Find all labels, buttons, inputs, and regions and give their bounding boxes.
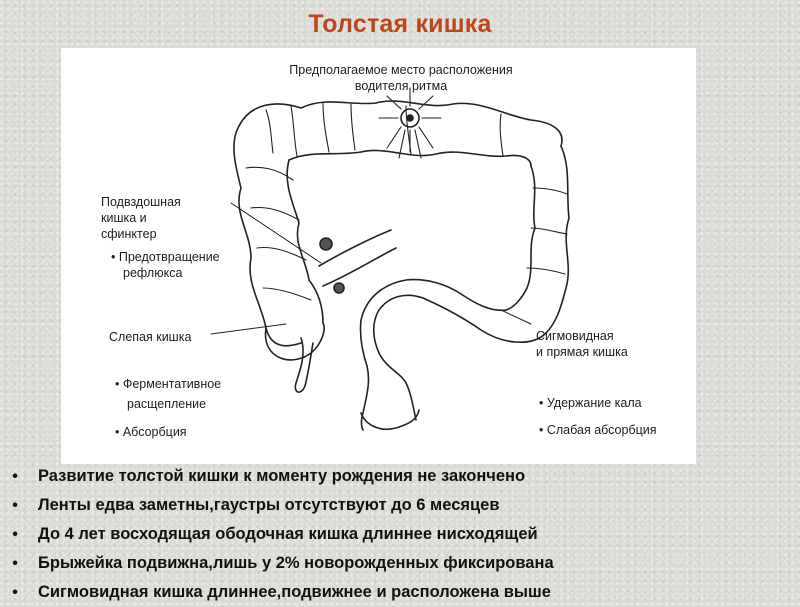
list-item [8,578,798,607]
facts-list [8,462,798,607]
sigmoid-label [536,328,628,360]
rectum [362,353,417,430]
cecum-bullet1-line2: расщепление [127,397,207,411]
ileum-label-line1: Подвздошная [101,195,181,209]
ileum-label-line3: сфинктер [101,227,157,241]
sigmoid-bullet1: • Удержание кала [539,396,642,410]
bullet-marker: • [12,526,18,543]
list-item-text: До 4 лет восходящая ободочная кишка длиннее нисходящей [38,525,538,543]
reflux-line1: • Предотвращение [111,250,220,264]
descending-colon-outer [546,146,569,333]
slide-title: Толстая кишка [308,10,492,38]
reflux-line2: рефлюкса [123,266,183,280]
list-item [8,549,798,578]
sigmoid-leader [501,310,531,324]
bullet-marker: • [12,497,18,514]
ileum-label [101,194,181,242]
bullet-marker: • [12,584,18,601]
list-item-text: Сигмовидная кишка длиннее,подвижнее и расположена выше [38,583,551,601]
pacemaker-label-line2: водителя ритма [354,79,448,93]
list-item-text: Ленты едва заметны,гаустры отсутствуют до 6 месяцев [38,496,500,514]
ascending-colon-inner [287,160,323,323]
sigmoid-bullet2: • Слабая абсорбция [539,423,657,437]
reflux-note [111,249,220,281]
cecum-bullet1-line1: • Ферментативное [115,377,222,391]
list-item [8,491,798,520]
pacemaker-label-line1: Предполагаемое место расположения [289,63,513,77]
cecum-bullets [115,374,221,442]
cecum-leader [211,324,286,334]
cecum-bullet2: • Абсорбция [115,425,187,439]
list-item [8,520,798,549]
bullet-marker: • [12,555,18,572]
ileum [319,230,396,286]
colon-diagram [61,48,696,464]
ileum-label-line2: кишка и [101,211,147,225]
pacemaker-label [271,62,531,94]
cecum-label: Слепая кишка [109,330,192,344]
transverse-colon-lower [289,150,531,166]
sigmoid-colon [374,295,546,353]
sigmoid-label-line1: Сигмовидная [536,329,614,343]
appendix [295,338,313,392]
list-item-text: Развитие толстой кишки к моменту рождения не закончено [38,467,526,485]
list-item [8,462,798,491]
transverse-colon-upper [239,101,562,146]
descending-colon-inner [506,166,535,310]
sigmoid-label-line2: и прямая кишка [536,345,628,359]
list-item-text: Брыжейка подвижна,лишь у 2% новорожденных фиксирована [38,554,554,572]
ileum-leader [231,203,321,263]
sigmoid-bullets [539,390,657,444]
bullet-marker: • [12,468,18,485]
